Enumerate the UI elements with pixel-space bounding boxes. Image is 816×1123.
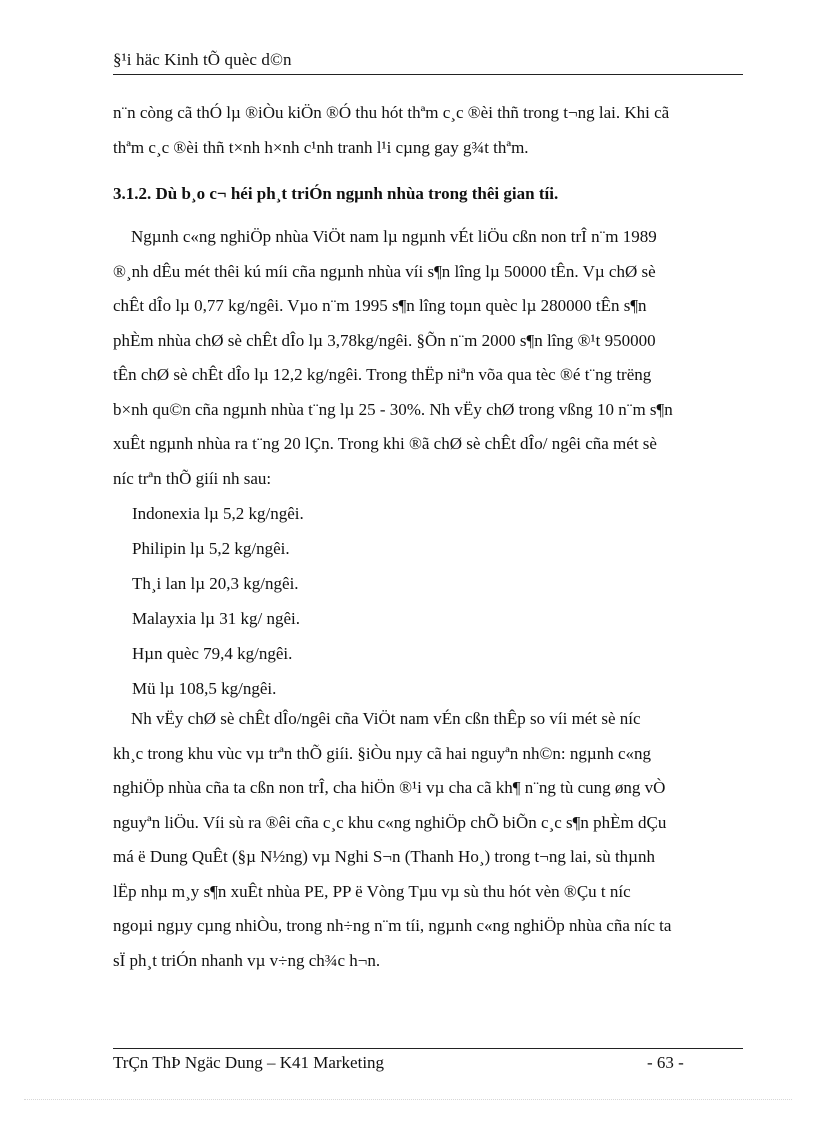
intro-paragraph	[113, 96, 743, 165]
text-line: lËp nhµ m¸y s¶n xuÊt nhùa PE, PP ë Vòng Tµu vµ sù thu hót vèn ®Çu t níc	[113, 881, 631, 901]
page-header-title: §¹i häc Kinh tÕ quèc d©n	[113, 50, 292, 69]
list-item: Philipin lµ 5,2 kg/ngêi.	[132, 539, 290, 558]
text-line: n¨n còng cã thÓ lµ ®iÒu kiÖn ®Ó thu hót thªm c¸c ®èi thñ trong t¬ng lai. Khi cã	[113, 103, 670, 122]
text-line: ngoµi ngµy cµng nhiÒu, trong nh÷ng n¨m tíi, ngµnh c«ng nghiÖp nhùa cña níc ta	[113, 916, 672, 935]
text-line: Nh vËy chØ sè chÊt dÎo/ngêi cña ViÖt nam vÉn cßn thÊp so víi mét sè níc	[131, 709, 641, 728]
text-line: níc trªn thÕ giíi nh sau:	[113, 468, 272, 488]
text-line: má ë Dung QuÊt (§µ N½ng) vµ Nghi S¬n (Thanh Ho¸) trong t¬ng lai, sù thµnh	[113, 847, 655, 866]
text-line: nghiÖp nhùa cña ta cßn non trÎ, cha hiÖn ®¹i vµ cha cã kh¶ n¨ng tù cung øng vÒ	[113, 778, 666, 797]
footer-divider	[113, 1048, 743, 1049]
text-line: kh¸c trong khu vùc vµ trªn thÕ giíi. §iÒu nµy cã hai nguyªn nh©n: ngµnh c«ng	[113, 743, 651, 763]
body-paragraph-1	[113, 220, 743, 496]
text-line: xuÊt ngµnh nhùa ra t¨ng 20 lÇn. Trong khi ®ã chØ sè chÊt dÎo/ ngêi cña mét sè	[113, 434, 657, 453]
list-item: Malayxia lµ 31 kg/ ngêi.	[132, 609, 300, 628]
country-list	[132, 496, 304, 706]
body-paragraph-2	[113, 702, 743, 978]
text-line: sÏ ph¸t triÓn nhanh vµ v÷ng ch¾c h¬n.	[113, 950, 381, 970]
list-item: Hµn quèc 79,4 kg/ngêi.	[132, 644, 293, 663]
header-divider	[113, 74, 743, 75]
text-line: chÊt dÎo lµ 0,77 kg/ngêi. Vµo n¨m 1995 s¶n lîng toµn quèc lµ 280000 tÊn s¶n	[113, 296, 647, 315]
list-item: Indonexia lµ 5,2 kg/ngêi.	[132, 504, 304, 523]
footer-author: TrÇn ThÞ Ngäc Dung – K41 Marketing	[113, 1053, 385, 1072]
text-line: ®¸nh dÊu mét thêi kú míi cña ngµnh nhùa víi s¶n lîng lµ 50000 tÊn. Vµ chØ sè	[113, 261, 656, 281]
list-item: Th¸i lan lµ 20,3 kg/ngêi.	[132, 574, 299, 593]
page-bottom-dotted-border	[24, 1099, 792, 1100]
page-number: - 63 -	[647, 1053, 684, 1072]
section-heading: 3.1.2. Dù b¸o c¬ héi ph¸t triÓn ngµnh nhùa trong thêi gian tíi.	[113, 184, 559, 203]
text-line: phÈm nhùa chØ sè chÊt dÎo lµ 3,78kg/ngêi. §Õn n¨m 2000 s¶n lîng ®¹t 950000	[113, 330, 656, 350]
text-line: Ngµnh c«ng nghiÖp nhùa ViÖt nam lµ ngµnh vÉt liÖu cßn non trÎ n¨m 1989	[131, 227, 657, 246]
text-line: thªm c¸c ®èi thñ t×nh h×nh c¹nh tranh l¹i cµng gay g¾t thªm.	[113, 137, 529, 157]
text-line: tÊn chØ sè chÊt dÎo lµ 12,2 kg/ngêi. Trong thËp niªn võa qua tèc ®é t¨ng trëng	[113, 365, 652, 384]
text-line: nguyªn liÖu. Víi sù ra ®êi cña c¸c khu c«ng nghiÖp chÕ biÕn c¸c s¶n phÈm dÇu	[113, 812, 667, 832]
list-item: Mü lµ 108,5 kg/ngêi.	[132, 679, 277, 698]
text-line: b×nh qu©n cña ngµnh nhùa t¨ng lµ 25 - 30%. Nh vËy chØ trong vßng 10 n¨m s¶n	[113, 399, 673, 419]
